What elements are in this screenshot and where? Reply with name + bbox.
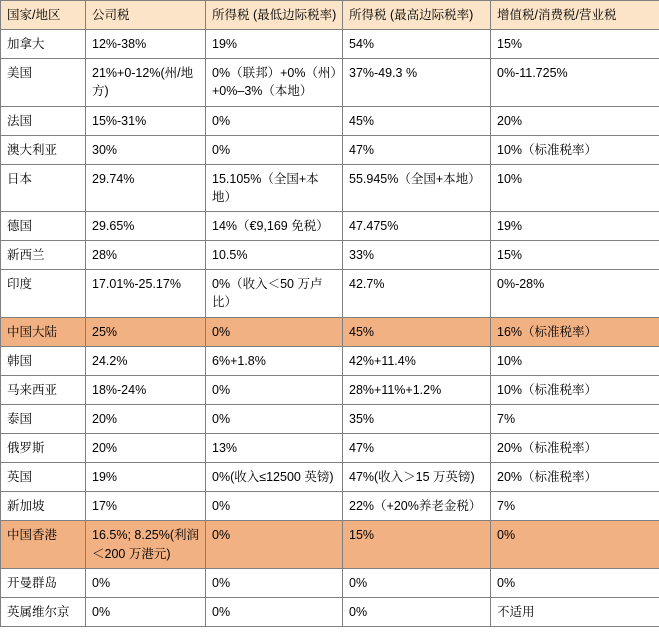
cell-vat: 20%: [491, 106, 659, 135]
table-body: [1, 30, 659, 627]
table-row: [1, 375, 659, 404]
cell-income-tax-min: 0%（联邦）+0%（州）+0%–3%（本地）: [206, 59, 343, 106]
cell-corporate-tax: 20%: [86, 404, 206, 433]
cell-income-tax-max: 47%: [343, 434, 491, 463]
cell-income-tax-max: 0%: [343, 597, 491, 626]
cell-vat: 10%（标准税率）: [491, 375, 659, 404]
cell-country: 中国香港: [1, 521, 86, 568]
cell-income-tax-min: 13%: [206, 434, 343, 463]
cell-corporate-tax: 30%: [86, 135, 206, 164]
column-header-income-tax-max: 所得税 (最高边际税率): [343, 1, 491, 30]
cell-vat: 16%（标准税率）: [491, 317, 659, 346]
cell-income-tax-min: 6%+1.8%: [206, 346, 343, 375]
cell-income-tax-max: 22%（+20%养老金税）: [343, 492, 491, 521]
cell-income-tax-max: 45%: [343, 317, 491, 346]
cell-corporate-tax: 25%: [86, 317, 206, 346]
cell-vat: 0%-28%: [491, 270, 659, 317]
cell-vat: 20%（标准税率）: [491, 463, 659, 492]
cell-country: 俄罗斯: [1, 434, 86, 463]
table-row: [1, 463, 659, 492]
cell-country: 日本: [1, 164, 86, 211]
cell-country: 印度: [1, 270, 86, 317]
cell-country: 澳大利亚: [1, 135, 86, 164]
cell-vat: 7%: [491, 404, 659, 433]
cell-country: 美国: [1, 59, 86, 106]
cell-corporate-tax: 20%: [86, 434, 206, 463]
cell-income-tax-max: 15%: [343, 521, 491, 568]
cell-country: 加拿大: [1, 30, 86, 59]
table-header-row: [1, 1, 659, 30]
cell-income-tax-max: 33%: [343, 241, 491, 270]
cell-vat: 0%: [491, 521, 659, 568]
table-row: [1, 59, 659, 106]
cell-corporate-tax: 28%: [86, 241, 206, 270]
table-row: [1, 30, 659, 59]
cell-vat: 10%: [491, 346, 659, 375]
cell-income-tax-min: 0%: [206, 404, 343, 433]
table-row: [1, 106, 659, 135]
cell-income-tax-min: 15.105%（全国+本地）: [206, 164, 343, 211]
cell-income-tax-max: 42.7%: [343, 270, 491, 317]
column-header-income-tax-min: 所得税 (最低边际税率): [206, 1, 343, 30]
cell-income-tax-max: 45%: [343, 106, 491, 135]
cell-country: 法国: [1, 106, 86, 135]
table-row: [1, 241, 659, 270]
cell-income-tax-max: 47%(收入＞15 万英镑): [343, 463, 491, 492]
cell-vat: 15%: [491, 241, 659, 270]
cell-corporate-tax: 0%: [86, 568, 206, 597]
cell-corporate-tax: 29.74%: [86, 164, 206, 211]
cell-corporate-tax: 19%: [86, 463, 206, 492]
cell-income-tax-max: 37%-49.3 %: [343, 59, 491, 106]
cell-income-tax-max: 54%: [343, 30, 491, 59]
cell-corporate-tax: 21%+0-12%(州/地方): [86, 59, 206, 106]
cell-country: 韩国: [1, 346, 86, 375]
cell-country: 英国: [1, 463, 86, 492]
cell-vat: 10%（标准税率）: [491, 135, 659, 164]
table-row: [1, 135, 659, 164]
table-row: [1, 317, 659, 346]
cell-income-tax-max: 42%+11.4%: [343, 346, 491, 375]
cell-vat: 20%（标准税率）: [491, 434, 659, 463]
cell-income-tax-min: 0%: [206, 375, 343, 404]
table-row: [1, 597, 659, 626]
cell-country: 德国: [1, 212, 86, 241]
cell-corporate-tax: 24.2%: [86, 346, 206, 375]
cell-income-tax-max: 0%: [343, 568, 491, 597]
cell-income-tax-min: 10.5%: [206, 241, 343, 270]
table-row: [1, 270, 659, 317]
table-row: [1, 404, 659, 433]
cell-country: 泰国: [1, 404, 86, 433]
cell-vat: 19%: [491, 212, 659, 241]
cell-income-tax-min: 19%: [206, 30, 343, 59]
cell-vat: 不适用: [491, 597, 659, 626]
cell-income-tax-min: 0%: [206, 568, 343, 597]
cell-corporate-tax: 17.01%-25.17%: [86, 270, 206, 317]
cell-corporate-tax: 0%: [86, 597, 206, 626]
cell-corporate-tax: 18%-24%: [86, 375, 206, 404]
cell-income-tax-min: 0%: [206, 106, 343, 135]
table-row: [1, 568, 659, 597]
cell-income-tax-max: 35%: [343, 404, 491, 433]
cell-corporate-tax: 17%: [86, 492, 206, 521]
column-header-corporate-tax: 公司税: [86, 1, 206, 30]
cell-country: 新加坡: [1, 492, 86, 521]
cell-income-tax-min: 0%: [206, 521, 343, 568]
cell-corporate-tax: 12%-38%: [86, 30, 206, 59]
cell-income-tax-max: 47.475%: [343, 212, 491, 241]
cell-income-tax-max: 47%: [343, 135, 491, 164]
cell-corporate-tax: 29.65%: [86, 212, 206, 241]
cell-country: 英属维尔京: [1, 597, 86, 626]
table-row: [1, 164, 659, 211]
cell-country: 开曼群岛: [1, 568, 86, 597]
table-row: [1, 492, 659, 521]
cell-country: 新西兰: [1, 241, 86, 270]
column-header-vat: 增值税/消费税/营业税: [491, 1, 659, 30]
cell-income-tax-min: 0%: [206, 492, 343, 521]
cell-country: 中国大陆: [1, 317, 86, 346]
cell-income-tax-min: 14%（€9,169 免税）: [206, 212, 343, 241]
cell-income-tax-min: 0%: [206, 317, 343, 346]
table-row: [1, 434, 659, 463]
cell-corporate-tax: 16.5%; 8.25%(利润＜200 万港元): [86, 521, 206, 568]
cell-vat: 10%: [491, 164, 659, 211]
table-row: [1, 521, 659, 568]
cell-income-tax-min: 0%(收入≤12500 英镑): [206, 463, 343, 492]
cell-income-tax-min: 0%（收入＜50 万卢比）: [206, 270, 343, 317]
cell-income-tax-min: 0%: [206, 135, 343, 164]
cell-vat: 0%: [491, 568, 659, 597]
cell-vat: 0%-11.725%: [491, 59, 659, 106]
cell-corporate-tax: 15%-31%: [86, 106, 206, 135]
cell-vat: 15%: [491, 30, 659, 59]
cell-income-tax-max: 28%+11%+1.2%: [343, 375, 491, 404]
table-row: [1, 346, 659, 375]
table-row: [1, 212, 659, 241]
cell-country: 马来西亚: [1, 375, 86, 404]
cell-vat: 7%: [491, 492, 659, 521]
column-header-country: 国家/地区: [1, 1, 86, 30]
cell-income-tax-max: 55.945%（全国+本地）: [343, 164, 491, 211]
cell-income-tax-min: 0%: [206, 597, 343, 626]
